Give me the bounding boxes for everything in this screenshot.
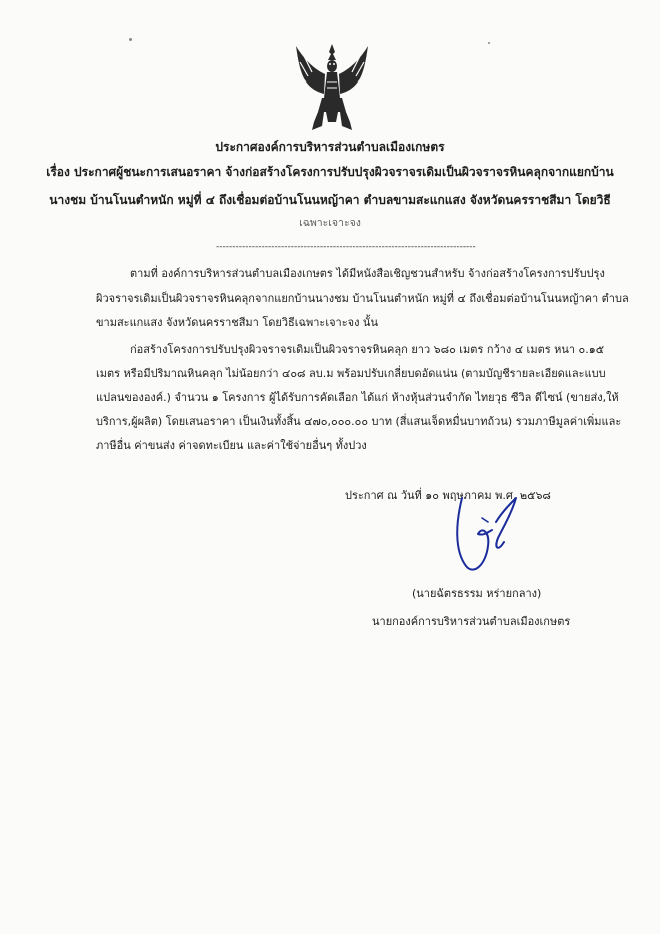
paragraph-1-line-3: ขามสะแกแสง จังหวัดนครราชสีมา โดยวิธีเฉพาะเจาะจง นั้น	[96, 316, 378, 329]
paragraph-1-line-2: ผิวจราจรเดิมเป็นผิวจราจรหินคลุกจากแยกบ้านนางชม บ้านโนนตำหนัก หมู่ที่ ๔ ถึงเชื่อมต่อบ้านโนนหญ้าคา ตำบล	[96, 292, 629, 305]
paragraph-1-line-1: ตามที่ องค์การบริหารส่วนตำบลเมืองเกษตร ได้มีหนังสือเชิญชวนสำหรับ จ้างก่อสร้างโครงการปรับปรุง	[130, 267, 605, 280]
subject-line-2: นางชม บ้านโนนตำหนัก หมู่ที่ ๔ ถึงเชื่อมต่อบ้านโนนหญ้าคา ตำบลขามสะแกแสง จังหวัดนครราชสีมา โดยวิธี	[49, 193, 611, 207]
garuda-emblem-icon	[294, 42, 370, 132]
announcement-date: ประกาศ ณ วันที่ ๑๐ พฤษภาคม พ.ศ. ๒๕๖๘	[345, 489, 551, 502]
paragraph-2-line-5: ภาษีอื่น ค่าขนส่ง ค่าจดทะเบียน และค่าใช้จ่ายอื่นๆ ทั้งปวง	[96, 439, 367, 452]
signer-title: นายกองค์การบริหารส่วนตำบลเมืองเกษตร	[372, 615, 571, 628]
scan-speck	[488, 42, 490, 44]
section-divider: --------------------------------------------------------------------------------	[216, 242, 476, 252]
subject-line-1: เรื่อง ประกาศผู้ชนะการเสนอราคา จ้างก่อสร้างโครงการปรับปรุงผิวจราจรเดิมเป็นผิวจราจรหินคลุกจากแยกบ้าน	[46, 165, 614, 179]
scan-speck	[129, 38, 132, 41]
organization-title: ประกาศองค์การบริหารส่วนตำบลเมืองเกษตร	[215, 140, 445, 154]
paragraph-2-line-2: เมตร หรือมีปริมาณหินคลุก ไม่น้อยกว่า ๔๐๘ ลบ.ม พร้อมปรับเกลี่ยบดอัดแน่น (ตามบัญชีรายละเอียดและแบบ	[96, 367, 606, 380]
paragraph-2-line-4: บริการ,ผู้ผลิต) โดยเสนอราคา เป็นเงินทั้งสิ้น ๔๗๐,๐๐๐.๐๐ บาท (สี่แสนเจ็ดหมื่นบาทถ้วน) รวมภาษีมูลค่าเพิ่มและ	[96, 415, 622, 428]
subject-line-3: เฉพาะเจาะจง	[299, 217, 361, 229]
handwritten-signature	[452, 492, 532, 582]
signer-name: (นายฉัตรธรรม หร่ายกลาง)	[412, 587, 542, 600]
paragraph-2-line-3: แปลนขององค์.) จำนวน ๑ โครงการ ผู้ได้รับการคัดเลือก ได้แก่ ห้างหุ้นส่วนจำกัด ไทยวุธ ซีวิล ดีไซน์ (ขายส่ง,ให้	[96, 391, 619, 404]
paragraph-2-line-1: ก่อสร้างโครงการปรับปรุงผิวจราจรเดิมเป็นผิวจราจรหินคลุก ยาว ๖๘๐ เมตร กว้าง ๔ เมตร หนา ๐.๑๕	[130, 343, 605, 356]
